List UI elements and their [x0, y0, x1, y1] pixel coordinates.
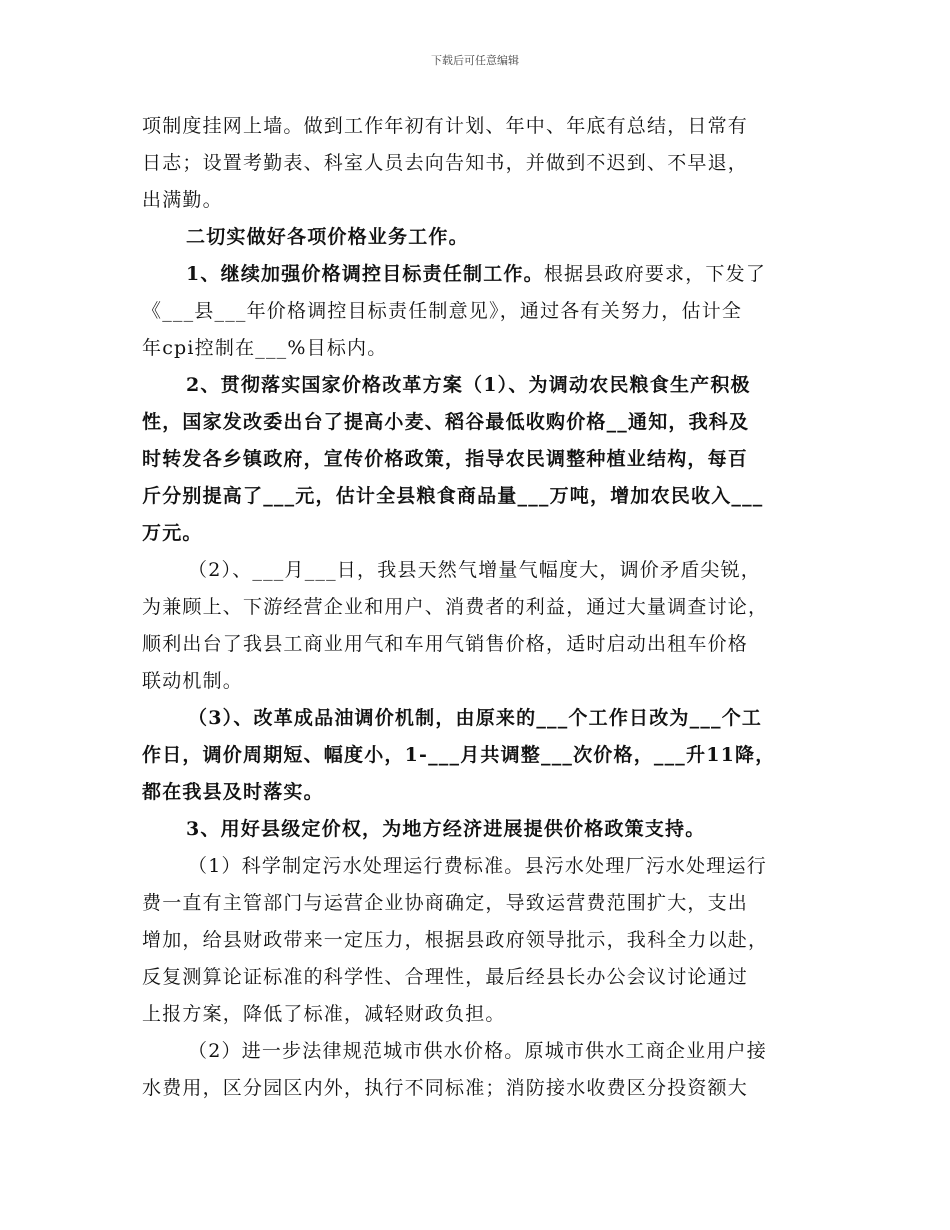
text-line: 斤分别提高了___元，估计全县粮食商品量___万吨，增加农民收入___ [142, 485, 764, 507]
text-line: 时转发各乡镇政府，宣传价格政策，指导农民调整种植业结构，每百 [142, 448, 749, 470]
text-line: 日志；设置考勤表、科室人员去向告知书，并做到不迟到、不早退， [142, 152, 749, 174]
text-line: 都在我县及时落实。 [142, 781, 324, 803]
text-line: 《___县___年价格调控目标责任制意见》，通过各有关努力，估计全 [142, 300, 743, 322]
text-line: （1）科学制定污水处理运行费标准。县污水处理厂污水处理运行 [188, 855, 767, 877]
text-line: （3）、改革成品油调价机制，由原来的___个工作日改为___个工 [188, 707, 763, 729]
text-line: 出满勤。 [142, 189, 223, 211]
text-line: 项制度挂网上墙。做到工作年初有计划、年中、年底有总结，日常有 [142, 115, 749, 137]
text-line: 年cpi控制在___%目标内。 [142, 337, 388, 359]
text-line: 反复测算论证标准的科学性、合理性，最后经县长办公会议讨论通过 [142, 966, 749, 988]
page-header: 下载后可任意编辑 [431, 54, 519, 67]
subsection-heading: 2、贯彻落实国家价格改革方案（1）、为调动农民粮食生产积极 [186, 374, 751, 396]
section-heading: 二切实做好各项价格业务工作。 [186, 226, 469, 248]
text-line: 万元。 [142, 522, 203, 544]
subsection-heading: 3、用好县级定价权，为地方经济进展提供价格政策支持。 [186, 818, 706, 840]
text-line: 为兼顾上、下游经营企业和用户、消费者的利益，通过大量调查讨论， [142, 596, 769, 618]
subsection-heading: 1、继续加强价格调控目标责任制工作。 [186, 263, 544, 285]
text-line: 费一直有主管部门与运营企业协商确定，导致运营费范围扩大，支出 [142, 892, 749, 914]
text-line: （2）、___月___日，我县天然气增量气幅度大，调价矛盾尖锐， [188, 559, 761, 581]
text-line: （2）进一步法律规范城市供水价格。原城市供水工商企业用户接 [188, 1040, 767, 1062]
text-line [142, 256, 822, 293]
text-line: 水费用，区分园区内外，执行不同标准；消防接水收费区分投资额大 [142, 1077, 749, 1099]
text-line: 作日，调价周期短、幅度小，1-___月共调整___次价格，___升11降， [142, 744, 776, 766]
text-line: 性，国家发改委出台了提高小麦、稻谷最低收购价格__通知，我科及 [142, 411, 750, 433]
text-line: 增加，给县财政带来一定压力，根据县政府领导批示，我科全力以赴， [142, 929, 769, 951]
text-line: 顺利出台了我县工商业用气和车用气销售价格，适时启动出租车价格 [142, 633, 749, 655]
text-line: 联动机制。 [142, 670, 244, 692]
text-line: 上报方案，降低了标准，减轻财政负担。 [142, 1003, 506, 1025]
document-body [142, 108, 822, 1107]
text-span: 根据县政府要求，下发了 [543, 263, 767, 285]
